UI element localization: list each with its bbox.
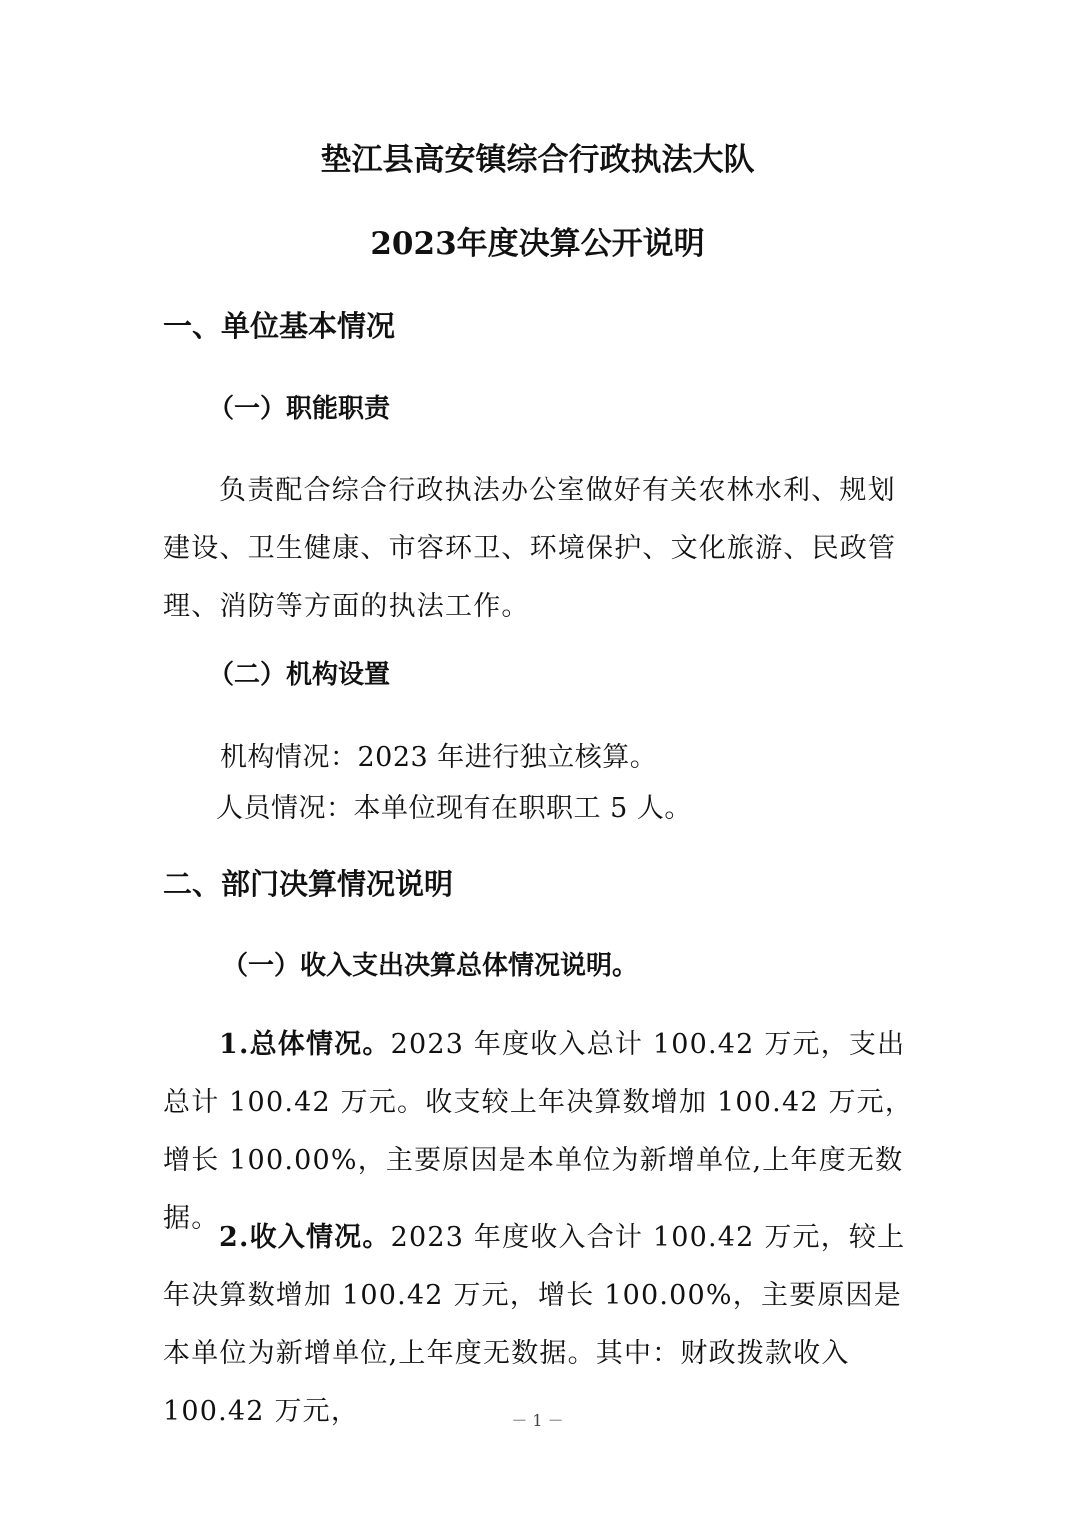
- section1-sub1-paragraph: [163, 462, 923, 636]
- document-title-line1: 垫江县高安镇综合行政执法大队: [320, 142, 755, 178]
- document-title-line2: 2023年度决算公开说明: [370, 226, 705, 262]
- section1-sub1-text: 负责配合综合行政执法办公室做好有关农林水利、规划建设、卫生健康、市容环卫、环境保护、文化旅游、民政管理、消防等方面的执法工作。: [163, 475, 897, 622]
- staff-info-line: 人员情况：本单位现有在职职工 5 人。: [216, 793, 692, 824]
- page-number: － 1 －: [511, 1411, 564, 1430]
- income-situation-paragraph: [163, 1209, 923, 1441]
- income-situation-text: 2023 年度收入合计 100.42 万元，较上年决算数增加 100.42 万元，增长 100.00%，主要原因是本单位为新增单位,上年度无数据。其中：财政拨款收入 100.42 万元，: [163, 1222, 906, 1427]
- section1-heading: 一、单位基本情况: [163, 309, 396, 343]
- section1-sub1-heading: （一）职能职责: [208, 394, 391, 424]
- section1-sub2-heading: （二）机构设置: [208, 660, 391, 690]
- section2-sub1-heading: （一）收入支出决算总体情况说明。: [222, 951, 639, 981]
- overall-situation-text: 2023 年度收入总计 100.42 万元，支出总计 100.42 万元。收支较上年决算数增加 100.42 万元，增长 100.00%，主要原因是本单位为新增单位,上年度无数据。: [163, 1029, 914, 1234]
- income-situation-lead: 2.收入情况。: [219, 1222, 391, 1253]
- section2-heading: 二、部门决算情况说明: [163, 867, 454, 901]
- org-info-line: 机构情况：2023 年进行独立核算。: [220, 742, 658, 773]
- overall-situation-lead: 1.总体情况。: [219, 1029, 391, 1060]
